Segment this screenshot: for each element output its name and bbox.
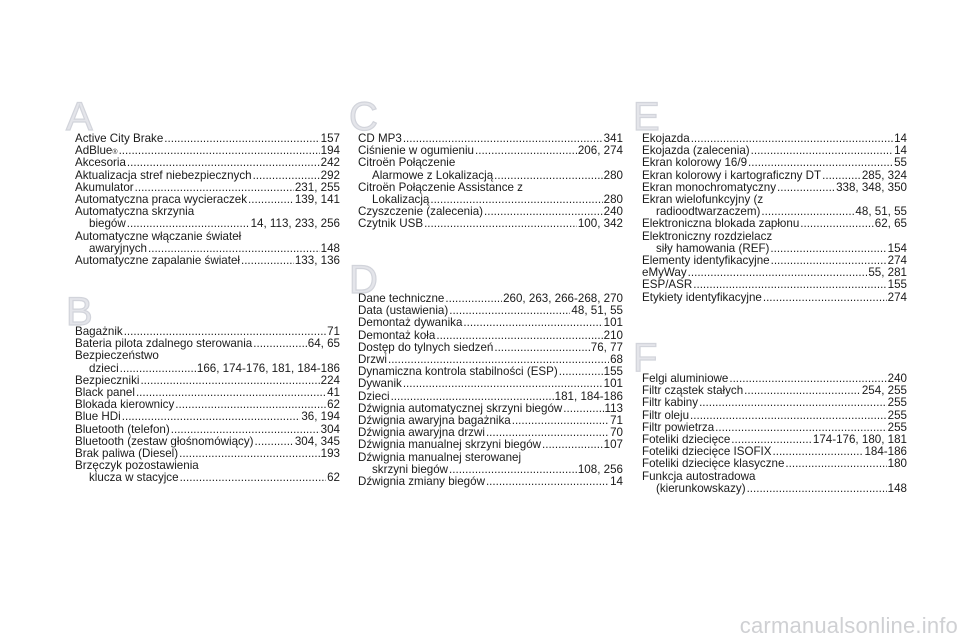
index-entry: [642, 471, 907, 495]
dot-leader: [699, 397, 887, 409]
entry-pages: 71: [610, 414, 623, 428]
dot-leader: [512, 415, 609, 427]
dot-leader: [436, 330, 602, 342]
entry-term: Bluetooth (telefon): [75, 422, 170, 436]
entry-line: [75, 133, 340, 145]
entry-term: (kierunkowskazy): [656, 481, 746, 495]
index-entry: [358, 317, 623, 329]
entry-line: [642, 410, 907, 422]
dot-leader: [748, 157, 893, 169]
entry-term: Blokada kierownicy: [75, 398, 175, 412]
dot-leader: [241, 255, 294, 267]
dot-leader: [494, 170, 603, 182]
dot-leader: [403, 378, 603, 390]
entry-term: Data (ustawienia): [358, 304, 449, 318]
entry-pages: 62: [327, 471, 340, 485]
entry-pages: 224: [320, 373, 340, 387]
dot-leader: [140, 375, 319, 387]
entry-term: Dywanik: [358, 377, 402, 391]
dot-leader: [486, 476, 609, 488]
section-entries: [358, 293, 623, 488]
entry-pages: 193: [320, 447, 340, 461]
entry-line: [358, 378, 623, 390]
entry-term: Foteliki dziecięce klasyczne: [642, 457, 785, 471]
section-entries: [642, 133, 907, 304]
index-entry: [642, 170, 907, 182]
entry-term: awaryjnych: [89, 241, 147, 255]
entry-pages: 36, 194: [301, 410, 340, 424]
entry-pages: 133, 136: [294, 254, 340, 268]
entry-term: Demontaż dywanika: [358, 316, 463, 330]
dot-leader: [424, 218, 577, 230]
dot-leader: [744, 385, 861, 397]
entry-term: Dynamiczna kontrola stabilności (ESP): [358, 365, 558, 379]
entry-pages: 274: [887, 290, 907, 304]
entry-term: siły hamowania (REF): [656, 241, 770, 255]
entry-term: Automatyczne zapalanie świateł: [75, 254, 240, 268]
entry-term: Foteliki dziecięce: [642, 433, 731, 447]
entry-line: [358, 317, 623, 329]
entry-pages: 304, 345: [294, 434, 340, 448]
entry-term: Bagażnik: [75, 325, 123, 338]
entry-pages: 181, 184-186: [554, 389, 623, 403]
dot-leader: [253, 338, 307, 350]
entry-term: skrzyni biegów: [372, 462, 449, 476]
entry-term: Filtr oleju: [642, 408, 690, 422]
entry-continuation-line: [642, 483, 907, 495]
entry-term: Dźwignia zmiany biegów: [358, 475, 485, 489]
dot-leader: [690, 410, 887, 422]
section-entries: [358, 133, 623, 231]
entry-pages: 255: [887, 420, 907, 434]
index-entry: [75, 255, 340, 267]
section-letter: B: [66, 290, 93, 334]
entry-line: [75, 231, 340, 243]
entry-pages: 174-176, 180, 181: [812, 433, 907, 447]
index-entry: [642, 279, 907, 291]
dot-leader: [494, 342, 589, 354]
index-entry: [75, 350, 340, 374]
entry-term: eMyWay: [642, 266, 687, 280]
entry-pages: 341: [603, 132, 623, 145]
entry-pages: 206, 274: [577, 144, 623, 158]
index-entry: [642, 194, 907, 218]
entry-pages: 101: [603, 316, 623, 330]
dot-leader: [119, 145, 320, 157]
index-entry: [75, 231, 340, 255]
section-letter: E: [633, 95, 660, 139]
entry-term: Automatyczna skrzynia: [75, 205, 195, 219]
entry-pages: 14: [894, 144, 907, 158]
entry-term: Ekran wielofunkcyjny (z: [642, 193, 764, 207]
entry-pages: 292: [320, 168, 340, 182]
section-letter: D: [349, 258, 378, 302]
section-entries: [75, 133, 340, 267]
entry-pages: 254, 255: [861, 384, 907, 398]
entry-pages: 231, 255: [294, 180, 340, 194]
entry-pages: 157: [320, 132, 340, 145]
entry-term: Automatyczna praca wycieraczek: [75, 193, 248, 207]
dot-leader: [751, 145, 893, 157]
index-entry: [642, 157, 907, 169]
entry-term: Foteliki dziecięce ISOFIX: [642, 445, 772, 459]
index-entry: [358, 342, 623, 354]
entry-term: Brak paliwa (Diesel): [75, 447, 179, 461]
entry-pages: 48, 51, 55: [571, 304, 623, 318]
entry-pages: 260, 263, 266-268, 270: [503, 292, 623, 305]
entry-term: Ciśnienie w ogumieniu: [358, 144, 474, 158]
index-entry: [75, 133, 340, 145]
entry-pages: 180: [887, 457, 907, 471]
index-entry: [358, 330, 623, 342]
entry-term: Dźwignia awaryjna drzwi: [358, 426, 485, 440]
index-entry: [358, 476, 623, 488]
entry-term: Alarmowe z Lokalizacją: [372, 168, 494, 182]
dot-leader: [770, 243, 886, 255]
entry-line: [642, 279, 907, 291]
entry-line: [358, 330, 623, 342]
dot-leader: [763, 292, 887, 304]
entry-line: AdBlue ® ..... 194: [75, 145, 340, 157]
entry-term: Felgi aluminiowe: [642, 372, 729, 385]
entry-pages: 154: [887, 241, 907, 255]
entry-line: [75, 350, 340, 362]
dot-leader: [127, 157, 320, 169]
entry-pages: 155: [887, 278, 907, 292]
entry-pages: 70: [610, 426, 623, 440]
entry-term: Etykiety identyfikacyjne: [642, 290, 762, 304]
entry-pages: 108, 256: [577, 462, 623, 476]
entry-pages: 14: [610, 475, 623, 489]
entry-line: [358, 157, 623, 169]
entry-pages: 62, 65: [874, 217, 907, 231]
entry-pages: 76, 77: [590, 340, 623, 354]
index-entry: [358, 378, 623, 390]
entry-pages: 148: [887, 481, 907, 495]
entry-pages: 64, 65: [307, 337, 340, 351]
entry-pages: 285, 324: [861, 168, 907, 182]
entry-pages: 55: [894, 156, 907, 170]
entry-continuation-line: [75, 363, 340, 375]
index-entry: [642, 410, 907, 422]
entry-term: biegów: [89, 217, 126, 231]
entry-line: [358, 391, 623, 403]
index-entry: [358, 452, 623, 476]
dot-leader: [777, 182, 835, 194]
entry-term: Elektroniczny rozdzielacz: [642, 229, 773, 243]
entry-line: [75, 170, 340, 182]
entry-line: [75, 424, 340, 436]
section-entries: [75, 326, 340, 485]
watermark: carmanualsonline.info: [739, 613, 958, 638]
entry-pages: 113: [604, 401, 623, 415]
dot-leader: [171, 424, 320, 436]
index-entry: [642, 292, 907, 304]
entry-term: dzieci: [89, 361, 119, 375]
entry-term: Brzęczyk pozostawienia: [75, 459, 199, 473]
entry-term: Dźwignia automatycznej skrzyni biegów: [358, 401, 563, 415]
entry-line: [642, 157, 907, 169]
index-entry: [75, 170, 340, 182]
index-entry: [75, 206, 340, 230]
dot-leader: [800, 218, 874, 230]
dot-leader: [180, 472, 327, 484]
entry-line: [642, 397, 907, 409]
entry-line: [358, 452, 623, 464]
entry-pages: 280: [603, 168, 623, 182]
entry-term: Ekojazda (zalecenia): [642, 144, 750, 158]
entry-pages: 139, 141: [294, 193, 340, 207]
dot-leader: [255, 436, 294, 448]
entry-term: Dźwignia manualnej skrzyni biegów: [358, 438, 542, 452]
entry-term: Citroën Połączenie: [358, 156, 456, 170]
entry-pages: 240: [887, 372, 907, 385]
entry-term: Czyszczenie (zalecenia): [358, 205, 484, 219]
index-entry: [642, 218, 907, 230]
entry-term: radioodtwarzaczem): [656, 205, 761, 219]
entry-term: Citroën Połączenie Assistance z: [358, 180, 523, 194]
entry-pages: 210: [603, 328, 623, 342]
entry-term: Dźwignia manualnej sterowanej: [358, 450, 522, 464]
entry-continuation-line: [75, 218, 340, 230]
entry-pages: 166, 174-176, 181, 184-186: [196, 361, 340, 375]
entry-term: Akcesoria: [75, 156, 126, 170]
entry-pages: 274: [887, 254, 907, 268]
entry-pages: 55, 281: [868, 266, 907, 280]
entry-pages: 184-186: [864, 445, 907, 459]
index-entry: [358, 157, 623, 181]
entry-pages: 71: [327, 325, 340, 338]
entry-term: Lokalizacją: [372, 193, 430, 207]
section-letter: A: [66, 95, 93, 139]
dot-leader: [391, 391, 554, 403]
entry-term: Ekran kolorowy i kartograficzny DT: [642, 168, 822, 182]
entry-line: [358, 342, 623, 354]
dot-leader: [475, 145, 577, 157]
entry-pages: 41: [327, 386, 340, 400]
dot-leader: [122, 411, 301, 423]
entry-term: klucza w stacyjce: [89, 471, 179, 485]
entry-pages: 194: [320, 144, 340, 158]
entry-term: Dostęp do tylnych siedzeń: [358, 340, 494, 354]
index-entry: [642, 397, 907, 409]
entry-term: Ekran kolorowy 16/9: [642, 156, 748, 170]
entry-pages: 14, 113, 233, 256: [250, 217, 340, 231]
entry-term: Active City Brake: [75, 132, 164, 145]
entry-term: Bezpieczeństwo: [75, 349, 159, 363]
entry-term: Dane techniczne: [358, 292, 445, 305]
dot-leader: [773, 446, 864, 458]
entry-pages: 155: [603, 365, 623, 379]
dot-leader: [693, 279, 886, 291]
entry-term: Dźwignia awaryjna bagażnika: [358, 414, 511, 428]
entry-term: CD MP3: [358, 132, 402, 145]
dot-leader: [822, 170, 861, 182]
dot-leader: [563, 403, 603, 415]
dot-leader: [164, 133, 319, 145]
entry-pages: 304: [320, 422, 340, 436]
entry-line: [75, 255, 340, 267]
entry-line: [642, 458, 907, 470]
entry-line: [358, 218, 623, 230]
entry-term: Funkcja autostradowa: [642, 469, 756, 483]
entry-line: [642, 170, 907, 182]
index-entry: [75, 157, 340, 169]
dot-leader: [248, 194, 294, 206]
entry-line: [358, 476, 623, 488]
entry-pages: 240: [603, 205, 623, 219]
entry-pages: 338, 348, 350: [836, 180, 907, 194]
entry-term: Automatyczne włączanie świateł: [75, 229, 242, 243]
dot-leader: [449, 305, 570, 317]
entry-pages: 62: [327, 398, 340, 412]
entry-line: [642, 218, 907, 230]
entry-pages: 14: [894, 132, 907, 145]
entry-term: Elektroniczna blokada zapłonu: [642, 217, 800, 231]
entry-line: [358, 439, 623, 451]
entry-term: Ekojazda: [642, 132, 690, 145]
entry-pages: 242: [320, 156, 340, 170]
index-entry: [642, 231, 907, 255]
entry-term: ESP/ASR: [642, 278, 693, 292]
index-entry: [642, 458, 907, 470]
entry-pages: 280: [603, 193, 623, 207]
entry-pages: 255: [887, 396, 907, 410]
entry-line: [75, 157, 340, 169]
dot-leader: [747, 483, 887, 495]
entry-term: Dzieci: [358, 389, 390, 403]
entry-continuation-line: [358, 170, 623, 182]
entry-term: Filtr kabiny: [642, 396, 699, 410]
entry-line: [642, 231, 907, 243]
entry-term: Bezpieczniki: [75, 373, 140, 387]
dot-leader: [463, 317, 602, 329]
index-entry: [75, 424, 340, 436]
entry-line: [75, 411, 340, 423]
entry-pages: 101: [603, 377, 623, 391]
entry-term: Bateria pilota zdalnego sterowania: [75, 337, 253, 351]
dot-leader: [179, 448, 320, 460]
dot-leader: [445, 293, 502, 305]
entry-pages: 255: [887, 408, 907, 422]
entry-term: Demontaż koła: [358, 328, 436, 342]
entry-line: [642, 292, 907, 304]
entry-pages: 68: [610, 353, 623, 367]
dot-leader: [559, 366, 603, 378]
entry-term: Black panel: [75, 386, 135, 400]
entry-term: Aktualizacja stref niebezpiecznych: [75, 168, 252, 182]
dot-leader: [120, 363, 196, 375]
entry-term: Akumulator: [75, 180, 134, 194]
dot-leader: [542, 439, 603, 451]
section-letter: C: [349, 95, 378, 139]
entry-continuation-line: [75, 472, 340, 484]
index-entry: [75, 460, 340, 484]
section-entries: [642, 373, 907, 495]
entry-pages: 48, 51, 55: [855, 205, 907, 219]
entry-line: [642, 471, 907, 483]
entry-term: Filtr cząstek stałych: [642, 384, 744, 398]
entry-term: Filtr powietrza: [642, 420, 715, 434]
entry-pages: 148: [320, 241, 340, 255]
entry-term: Drzwi: [358, 353, 387, 367]
entry-term: Bluetooth (zestaw głośnomówiący): [75, 434, 254, 448]
dot-leader: [253, 170, 320, 182]
entry-term: Elementy identyfikacyjne: [642, 254, 770, 268]
dot-leader: [127, 218, 250, 230]
entry-term: Ekran monochromatyczny: [642, 180, 777, 194]
dot-leader: [785, 458, 886, 470]
index-entry: [358, 182, 623, 206]
dot-leader: [688, 267, 868, 279]
index-entry: [75, 411, 340, 423]
entry-pages: 100, 342: [577, 217, 623, 231]
index-entry: [358, 391, 623, 403]
entry-term: AdBlue: [75, 144, 113, 158]
entry-term: Blue HDi: [75, 410, 121, 424]
index-entry: [358, 218, 623, 230]
section-letter: F: [633, 336, 658, 380]
index-entry: [358, 439, 623, 451]
entry-pages: 107: [603, 438, 623, 452]
entry-term: Czytnik USB: [358, 217, 424, 231]
